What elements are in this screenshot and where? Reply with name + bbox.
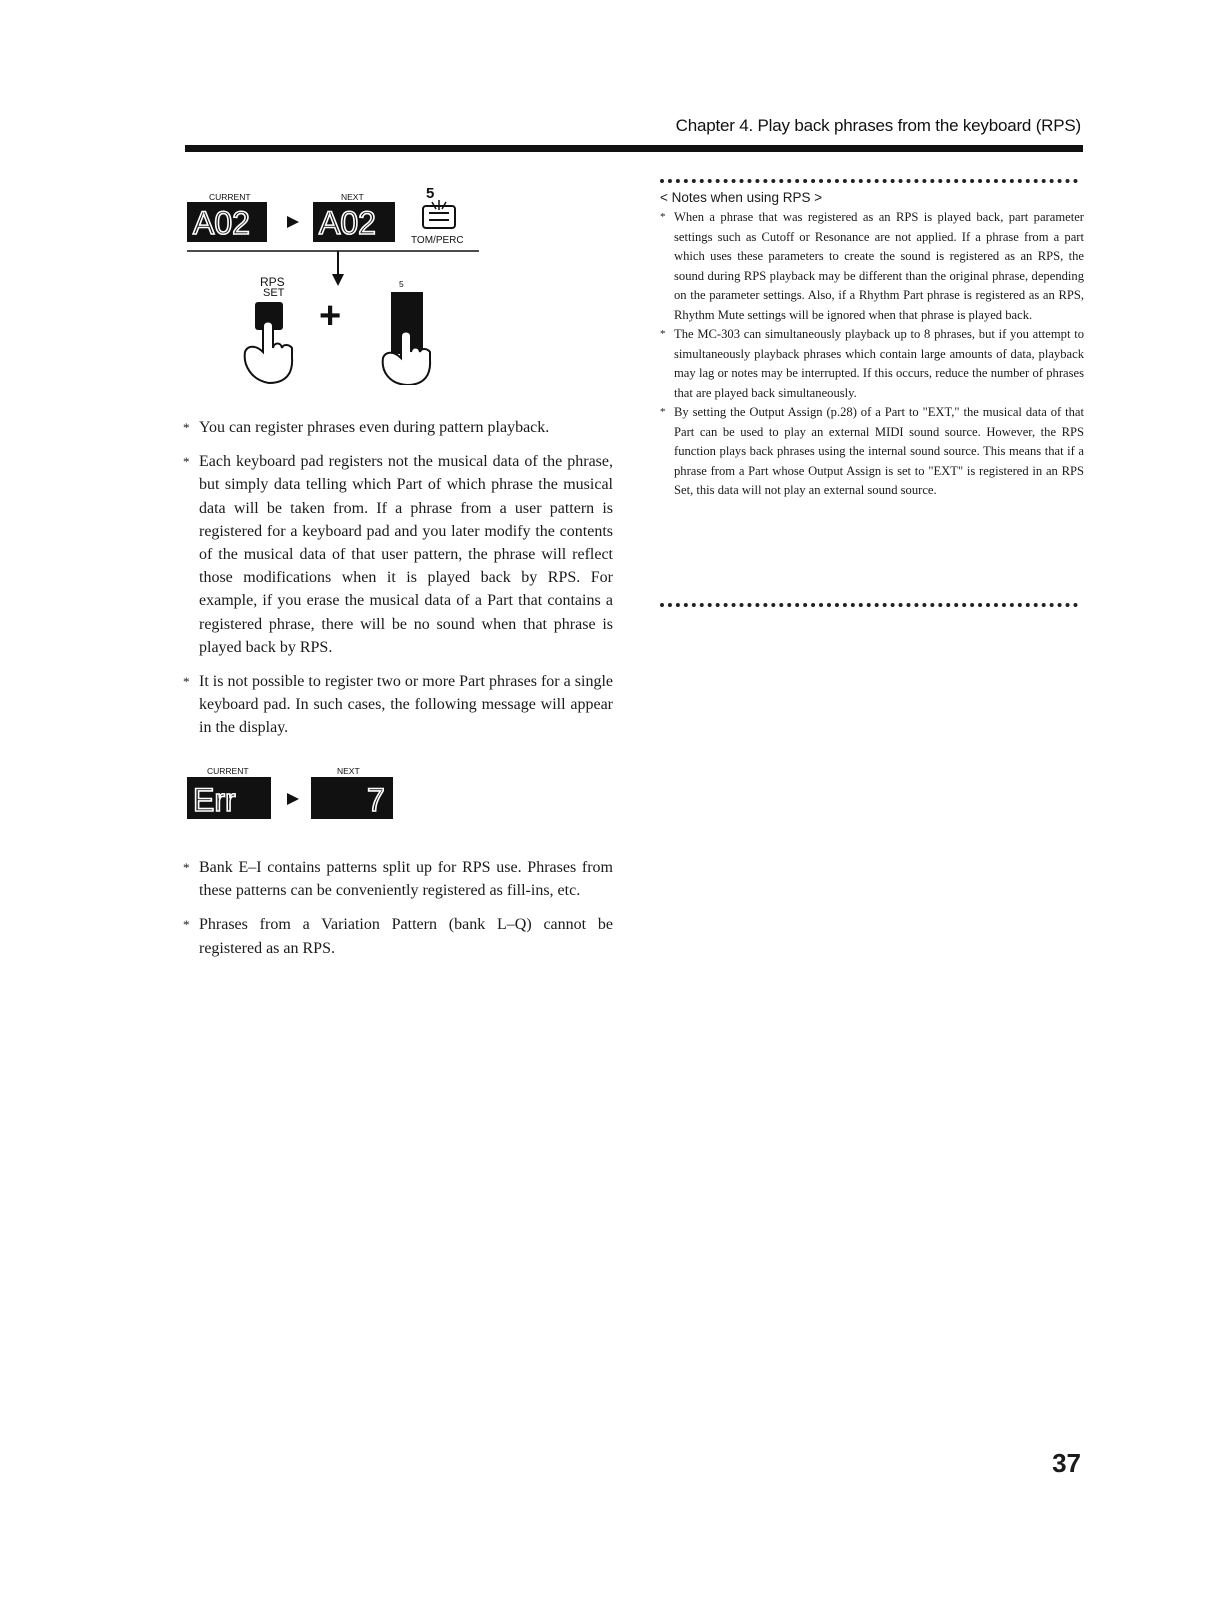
next-display-value: 7 <box>367 782 385 818</box>
left-notes-top <box>183 416 613 751</box>
page-number: 37 <box>1052 1448 1081 1478</box>
arrow-right-icon <box>287 216 299 228</box>
set-label: SET <box>263 287 285 299</box>
asterisk-icon: * <box>183 674 190 690</box>
notes-title: < Notes when using RPS > <box>660 190 823 205</box>
error-display-diagram <box>183 765 403 823</box>
list-item: * Phrases from a Variation Pattern (bank L–Q) cannot be registered as an RPS. <box>183 913 613 959</box>
asterisk-icon: * <box>183 860 190 875</box>
current-display-value: Err <box>193 782 236 818</box>
current-label: CURRENT <box>209 192 251 202</box>
key-number: 5 <box>399 279 404 289</box>
header-rule <box>185 145 1083 152</box>
asterisk-icon: * <box>183 917 190 933</box>
notes-bottom-rule <box>660 603 1078 607</box>
rps-register-diagram <box>183 180 483 385</box>
chapter-title: Chapter 4. Play back phrases from the keyboard (RPS) <box>675 116 1081 135</box>
asterisk-icon: * <box>660 211 666 223</box>
next-label: NEXT <box>341 192 364 202</box>
notes-top-rule <box>660 179 1078 183</box>
arrow-right-icon <box>287 793 299 805</box>
pad-number: 5 <box>426 185 435 202</box>
list-item: * You can register phrases even during pattern playback. <box>183 416 613 439</box>
next-label: NEXT <box>337 766 360 776</box>
left-notes-bottom <box>183 856 613 971</box>
finger-press-icon <box>245 322 292 384</box>
list-item: * It is not possible to register two or more Part phrases for a single keyboard pad. In such cases, the following message will appear in the display. <box>183 670 613 740</box>
current-display-value: A02 <box>193 205 250 241</box>
plus-sign: + <box>319 295 342 337</box>
list-item: * Bank E–I contains patterns split up for RPS use. Phrases from these patterns can be conveniently registered as fill-ins, etc. <box>183 856 613 902</box>
arrow-down-icon <box>332 274 344 286</box>
tom-perc-pad-icon <box>423 200 455 228</box>
asterisk-icon: * <box>183 454 190 470</box>
asterisk-icon: * <box>183 420 190 435</box>
pad-name: TOM/PERC <box>411 235 464 246</box>
list-item: * Each keyboard pad registers not the musical data of the phrase, but simply data telling which Part of which phrase the musical data will be taken from. If a phrase from a user pattern is registered for a keyboard pad and you later modify the contents of the musical data of that user pattern, the phrase will reflect those modifications when it is played back by RPS. For example, if you erase the musical data of a Part that contains a registered phrase, there will be no sound when that phrase is played back by RPS. <box>183 450 613 659</box>
next-display-value: A02 <box>319 205 376 241</box>
asterisk-icon: * <box>660 328 666 340</box>
notes-body <box>660 208 1084 501</box>
list-item: * The MC-303 can simultaneously playback up to 8 phrases, but if you attempt to simultaneously playback phrases which contain large amounts of data, playback may lag or notes may be interrupted. If this occurs, reduce the number of phrases that are played back simultaneously. <box>660 327 1084 400</box>
list-item: * By setting the Output Assign (p.28) of a Part to "EXT," the musical data of that Part can be used to play an external MIDI sound source. However, the RPS function plays back phrases using the internal sound source. This means that if a phrase from a Part whose Output Assign is set to "EXT" is registered in an RPS Set, this data will not play an external sound source. <box>660 405 1084 497</box>
asterisk-icon: * <box>660 406 666 418</box>
current-label: CURRENT <box>207 766 249 776</box>
rps-label: RPS <box>260 275 285 289</box>
list-item: * When a phrase that was registered as an RPS is played back, part parameter settings such as Cutoff or Resonance are not applied. If a phrase from a part which uses these parameters to create the sound is registered as an RPS, the sound during RPS playback may be different than the original phrase, depending on the parameter settings. Also, if a Rhythm Part phrase is registered as an RPS, Rhythm Mute settings will be ignored when that phrase is played back. <box>660 210 1084 322</box>
